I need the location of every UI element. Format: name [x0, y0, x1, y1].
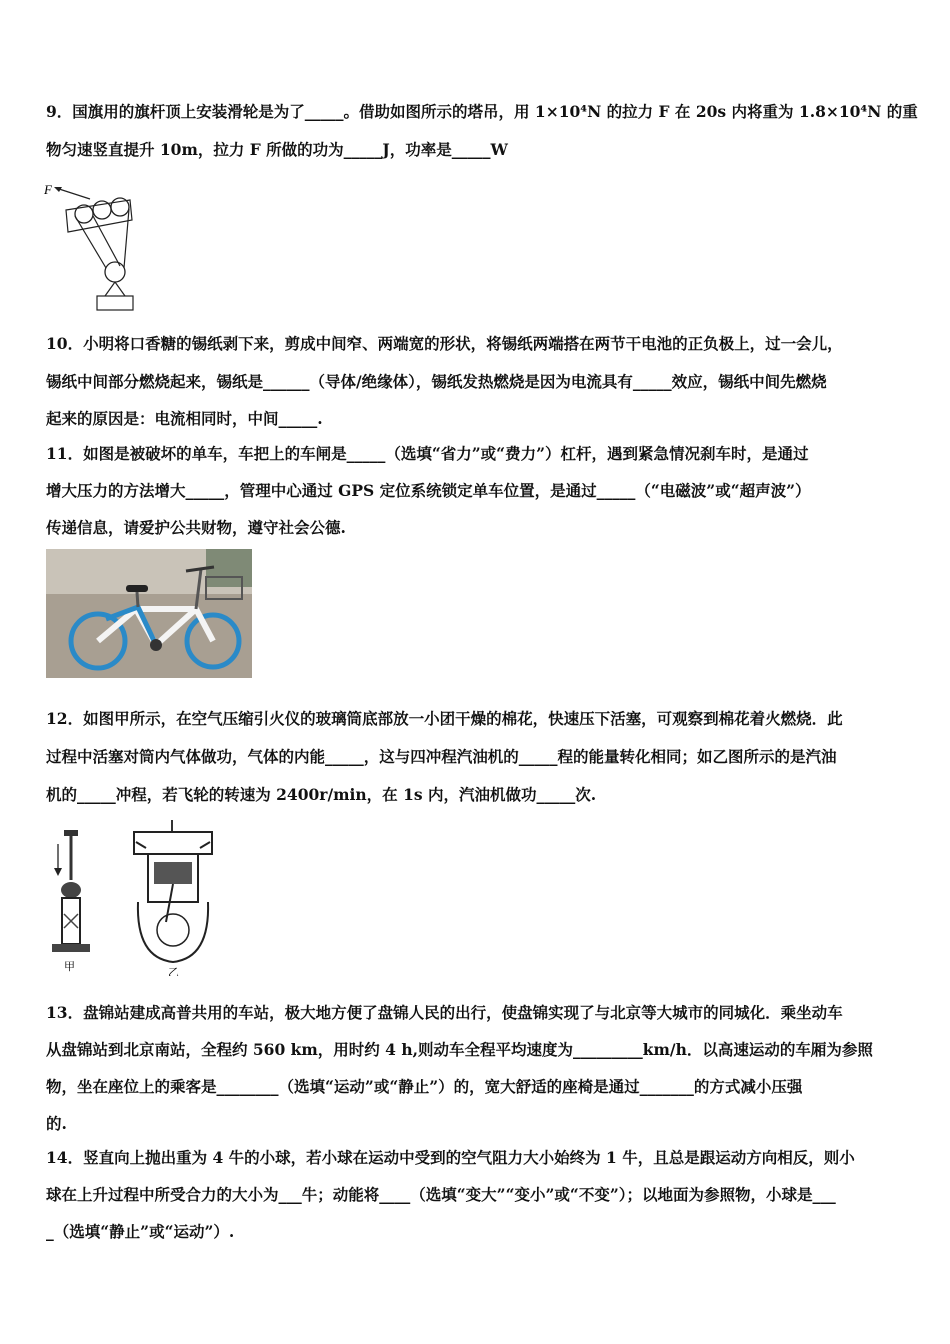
q12-line2: 过程中活塞对筒内气体做功，气体的内能_____，这与四冲程汽油机的_____程的能量转化相同；如乙图所示的是汽油 [46, 747, 837, 766]
crankcase [138, 902, 208, 962]
q9-line2: 物匀速竖直提升 10m，拉力 F 所做的功为_____J，功率是_____W [46, 140, 508, 159]
q11-line1: 11．如图是被破坏的单车，车把上的车闸是_____（选填“省力”或“费力”）杠杆，遇到紧急情况刹车时，是通过 [46, 444, 809, 463]
engine-figures [44, 818, 224, 976]
q14-line3: _（选填“静止”或“运动”）. [46, 1222, 235, 1241]
igniter-base [52, 944, 90, 952]
cylinder-head [134, 832, 212, 854]
air-compression-igniter [52, 830, 90, 973]
q13-line1: 13．盘锦站建成高普共用的车站，极大地方便了盘锦人民的出行，使盘锦实现了与北京等大城市的同城化．乘坐动车 [46, 1003, 843, 1022]
bike-seat [126, 585, 148, 592]
hook-right [115, 282, 125, 296]
q11-line3: 传递信息，请爱护公共财物，遵守社会公德. [46, 518, 346, 537]
pulley-2 [93, 201, 111, 219]
q14-line1: 14．竖直向上抛出重为 4 牛的小球，若小球在运动中受到的空气阻力大小始终为 1 牛，且总是跟运动方向相反，则小 [46, 1148, 855, 1167]
force-label: F [44, 182, 52, 197]
cotton [64, 914, 78, 928]
q12-line1: 12．如图甲所示，在空气压缩引火仪的玻璃筒底部放一小团干燥的棉花，快速压下活塞，可观察到棉花着火燃烧．此 [46, 709, 843, 728]
q9-line1: 9．国旗用的旗杆顶上安装滑轮是为了_____。借助如图所示的塔吊，用 1×10⁴N 的拉力 F 在 20s 内将重为 1.8×10⁴N 的重 [46, 102, 918, 121]
q13-line4: 的. [46, 1114, 67, 1133]
q11-line2: 增大压力的方法增大_____，管理中心通过 GPS 定位系统锁定单车位置，是通过_____（“电磁波”或“超声波”） [46, 481, 811, 500]
piston-knob [61, 882, 81, 898]
load-box [97, 296, 133, 310]
bike-crank [150, 639, 162, 651]
figure-label-b: 乙 [168, 966, 179, 976]
q12-line3: 机的_____冲程，若飞轮的转速为 2400r/min，在 1s 内，汽油机做功_____次. [46, 785, 597, 804]
q10-line3: 起来的原因是：电流相同时，中间_____. [46, 409, 323, 428]
q14-line2: 球在上升过程中所受合力的大小为___牛；动能将____（选填“变大”“变小”或“不变”）；以地面为参照物，小球是___ [46, 1185, 836, 1204]
movable-pulley [105, 262, 125, 282]
engine-cross-section [134, 820, 212, 976]
rope-left [75, 216, 106, 268]
piston [154, 862, 192, 884]
valves [136, 842, 210, 848]
shared-bicycle-photo [46, 549, 252, 678]
bike-seat-post [137, 592, 138, 607]
tower-crane-pulley-figure [42, 176, 142, 314]
push-arrowhead [54, 868, 62, 876]
hook-left [105, 282, 115, 296]
rope-right [124, 209, 129, 268]
q13-line2: 从盘锦站到北京南站，全程约 560 km，用时约 4 h,则动车全程平均速度为_________km/h．以高速运动的车厢为参照 [46, 1040, 873, 1059]
q10-line1: 10．小明将口香糖的锡纸剥下来，剪成中间窄、两端宽的形状，将锡纸两端搭在两节干电池的正负极上，过一会儿， [46, 334, 843, 353]
force-arrow [56, 188, 90, 199]
crankshaft [157, 914, 189, 946]
figure-label-a: 甲 [64, 960, 75, 973]
q10-line2: 锡纸中间部分燃烧起来，锡纸是______（导体/绝缘体），锡纸发热燃烧是因为电流具有_____效应，锡纸中间先燃烧 [46, 372, 827, 391]
q13-line3: 物，坐在座位上的乘客是________（选填“运动”或“静止”）的，宽大舒适的座椅是通过_______的方式减小压强 [46, 1077, 803, 1096]
pulley-3 [111, 198, 129, 216]
